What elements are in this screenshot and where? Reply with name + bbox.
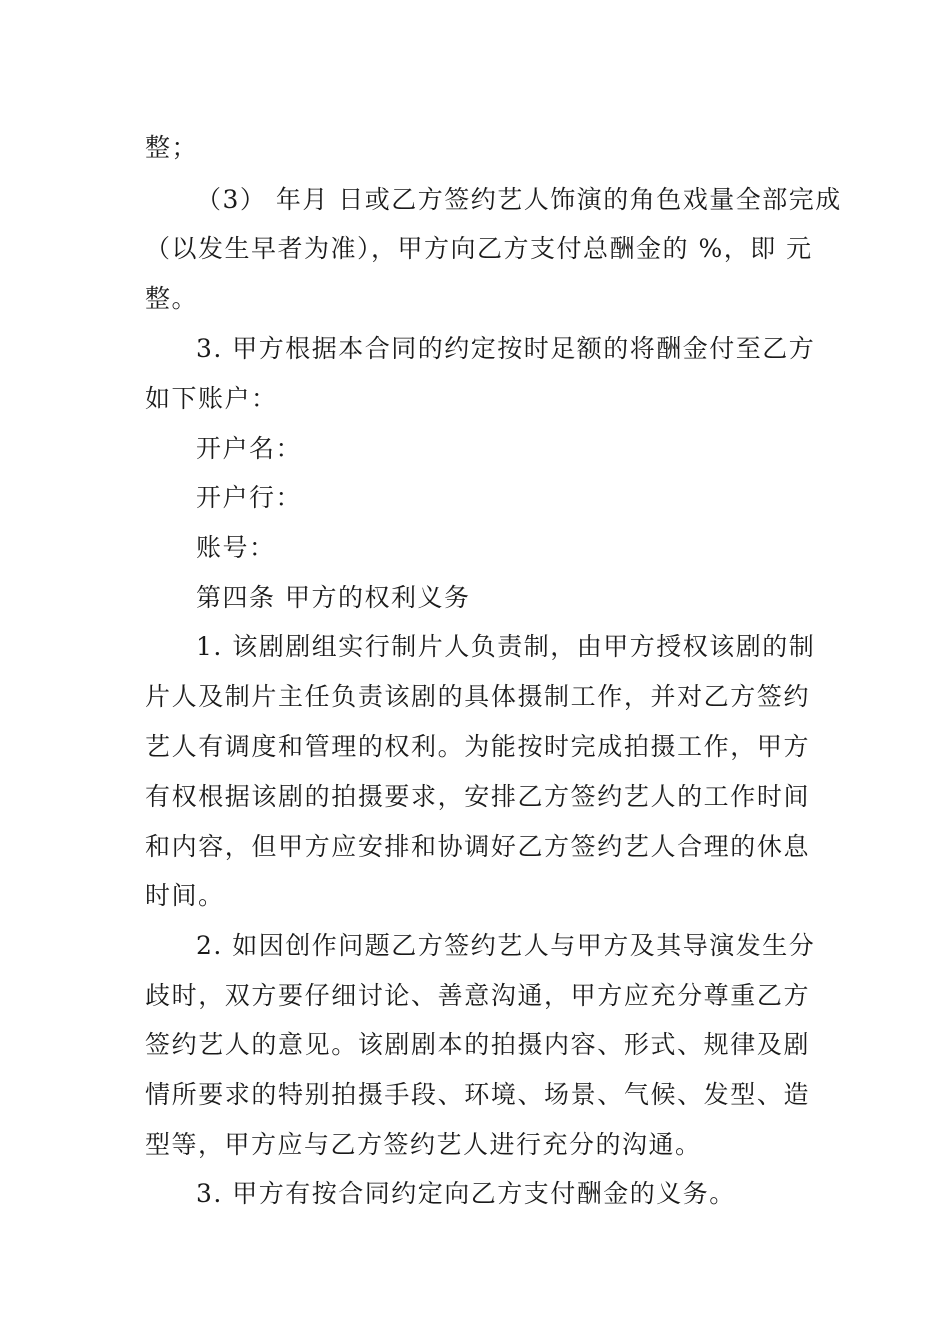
text-line-4: 整。	[145, 284, 199, 313]
text-line-6: 如下账户：	[145, 384, 278, 413]
text-line-8: 开户行：	[196, 483, 303, 512]
text-line-2: （3） 年月 日或乙方签约艺人饰演的角色戏量全部完成	[196, 185, 842, 214]
text-line-16: 时间。	[145, 881, 225, 910]
text-line-12: 片人及制片主任负责该剧的具体摄制工作，并对乙方签约	[145, 682, 810, 711]
text-line-17: 2. 如因创作问题乙方签约艺人与甲方及其导演发生分	[196, 931, 816, 960]
text-line-14: 有权根据该剧的拍摄要求，安排乙方签约艺人的工作时间	[145, 782, 810, 811]
text-line-18: 歧时，双方要仔细讨论、善意沟通，甲方应充分尊重乙方	[145, 981, 810, 1010]
text-line-20: 情所要求的特别拍摄手段、环境、场景、气候、发型、造	[145, 1080, 810, 1109]
text-line-3: （以发生早者为准），甲方向乙方支付总酬金的 %，即 元	[145, 234, 813, 263]
text-line-21: 型等，甲方应与乙方签约艺人进行充分的沟通。	[145, 1130, 702, 1159]
text-line-19: 签约艺人的意见。该剧剧本的拍摄内容、形式、规律及剧	[145, 1030, 810, 1059]
section-heading: 第四条 甲方的权利义务	[196, 583, 471, 612]
text-line-1: 整；	[145, 133, 199, 162]
text-line-11: 1. 该剧剧组实行制片人负责制，由甲方授权该剧的制	[196, 632, 816, 661]
text-line-9: 账号：	[196, 533, 276, 562]
text-line-13: 艺人有调度和管理的权利。为能按时完成拍摄工作，甲方	[145, 732, 810, 761]
text-line-15: 和内容，但甲方应安排和协调好乙方签约艺人合理的休息	[145, 832, 810, 861]
text-line-22: 3. 甲方有按合同约定向乙方支付酬金的义务。	[196, 1179, 736, 1208]
text-line-7: 开户名：	[196, 434, 303, 463]
text-line-5: 3. 甲方根据本合同的约定按时足额的将酬金付至乙方	[196, 334, 816, 363]
